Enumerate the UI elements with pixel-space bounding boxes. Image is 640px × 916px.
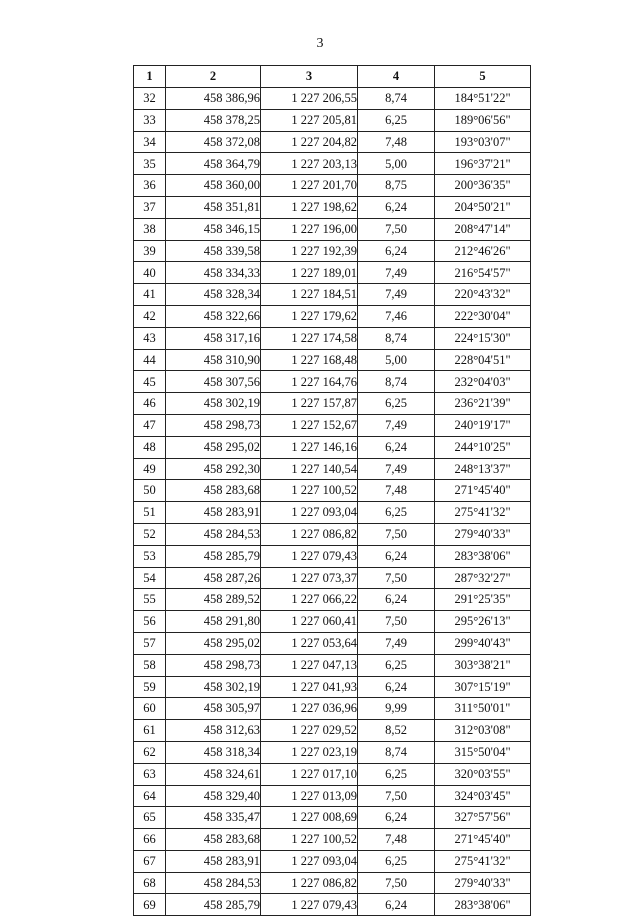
cell-point-number: 53 — [134, 545, 166, 567]
cell-point-number: 36 — [134, 175, 166, 197]
cell-distance: 5,00 — [358, 153, 435, 175]
cell-x-coordinate: 458 372,08 — [166, 131, 261, 153]
cell-direction-angle: 208°47'14" — [435, 218, 531, 240]
cell-direction-angle: 291°25'35" — [435, 589, 531, 611]
cell-x-coordinate: 458 298,73 — [166, 414, 261, 436]
cell-direction-angle: 320°03'55" — [435, 763, 531, 785]
cell-distance: 7,50 — [358, 785, 435, 807]
cell-point-number: 48 — [134, 436, 166, 458]
cell-x-coordinate: 458 285,79 — [166, 894, 261, 916]
cell-direction-angle: 279°40'33" — [435, 523, 531, 545]
table-header-row — [134, 66, 531, 88]
cell-y-coordinate: 1 227 146,16 — [261, 436, 358, 458]
cell-direction-angle: 327°57'56" — [435, 807, 531, 829]
cell-y-coordinate: 1 227 029,52 — [261, 720, 358, 742]
cell-direction-angle: 275°41'32" — [435, 502, 531, 524]
cell-distance: 8,74 — [358, 88, 435, 110]
cell-point-number: 38 — [134, 218, 166, 240]
cell-direction-angle: 228°04'51" — [435, 349, 531, 371]
cell-distance: 7,49 — [358, 414, 435, 436]
table-row — [134, 327, 531, 349]
cell-y-coordinate: 1 227 023,19 — [261, 741, 358, 763]
cell-distance: 6,24 — [358, 807, 435, 829]
cell-y-coordinate: 1 227 140,54 — [261, 458, 358, 480]
cell-y-coordinate: 1 227 198,62 — [261, 196, 358, 218]
cell-direction-angle: 204°50'21" — [435, 196, 531, 218]
cell-direction-angle: 222°30'04" — [435, 305, 531, 327]
cell-point-number: 52 — [134, 523, 166, 545]
cell-x-coordinate: 458 295,02 — [166, 632, 261, 654]
table-row — [134, 545, 531, 567]
cell-y-coordinate: 1 227 073,37 — [261, 567, 358, 589]
cell-y-coordinate: 1 227 079,43 — [261, 545, 358, 567]
cell-y-coordinate: 1 227 060,41 — [261, 611, 358, 633]
cell-direction-angle: 212°46'26" — [435, 240, 531, 262]
cell-point-number: 57 — [134, 632, 166, 654]
cell-distance: 7,50 — [358, 611, 435, 633]
cell-x-coordinate: 458 312,63 — [166, 720, 261, 742]
cell-distance: 7,48 — [358, 480, 435, 502]
cell-y-coordinate: 1 227 093,04 — [261, 850, 358, 872]
cell-distance: 6,24 — [358, 196, 435, 218]
cell-direction-angle: 220°43'32" — [435, 284, 531, 306]
table-row — [134, 502, 531, 524]
table-row — [134, 262, 531, 284]
coordinates-table — [133, 65, 531, 916]
cell-point-number: 69 — [134, 894, 166, 916]
cell-y-coordinate: 1 227 053,64 — [261, 632, 358, 654]
cell-distance: 7,50 — [358, 218, 435, 240]
cell-direction-angle: 283°38'06" — [435, 894, 531, 916]
cell-x-coordinate: 458 324,61 — [166, 763, 261, 785]
cell-point-number: 33 — [134, 109, 166, 131]
table-row — [134, 196, 531, 218]
table-row — [134, 240, 531, 262]
cell-point-number: 42 — [134, 305, 166, 327]
table-row — [134, 589, 531, 611]
cell-y-coordinate: 1 227 157,87 — [261, 393, 358, 415]
table-row — [134, 349, 531, 371]
cell-y-coordinate: 1 227 093,04 — [261, 502, 358, 524]
table-row — [134, 567, 531, 589]
table-row — [134, 523, 531, 545]
table-row — [134, 153, 531, 175]
cell-y-coordinate: 1 227 205,81 — [261, 109, 358, 131]
cell-distance: 6,25 — [358, 393, 435, 415]
table-row — [134, 131, 531, 153]
cell-direction-angle: 324°03'45" — [435, 785, 531, 807]
cell-y-coordinate: 1 227 008,69 — [261, 807, 358, 829]
cell-distance: 7,50 — [358, 872, 435, 894]
cell-y-coordinate: 1 227 066,22 — [261, 589, 358, 611]
cell-x-coordinate: 458 284,53 — [166, 872, 261, 894]
cell-point-number: 32 — [134, 88, 166, 110]
column-header-angle: 5 — [435, 66, 531, 88]
cell-x-coordinate: 458 364,79 — [166, 153, 261, 175]
cell-y-coordinate: 1 227 184,51 — [261, 284, 358, 306]
cell-point-number: 56 — [134, 611, 166, 633]
table-row — [134, 807, 531, 829]
cell-point-number: 65 — [134, 807, 166, 829]
cell-distance: 6,24 — [358, 589, 435, 611]
cell-point-number: 55 — [134, 589, 166, 611]
cell-y-coordinate: 1 227 041,93 — [261, 676, 358, 698]
cell-y-coordinate: 1 227 201,70 — [261, 175, 358, 197]
cell-direction-angle: 303°38'21" — [435, 654, 531, 676]
cell-x-coordinate: 458 335,47 — [166, 807, 261, 829]
cell-x-coordinate: 458 302,19 — [166, 676, 261, 698]
cell-x-coordinate: 458 289,52 — [166, 589, 261, 611]
cell-direction-angle: 271°45'40" — [435, 480, 531, 502]
cell-direction-angle: 295°26'13" — [435, 611, 531, 633]
cell-y-coordinate: 1 227 192,39 — [261, 240, 358, 262]
cell-distance: 7,48 — [358, 829, 435, 851]
cell-x-coordinate: 458 283,91 — [166, 850, 261, 872]
cell-distance: 6,24 — [358, 436, 435, 458]
cell-y-coordinate: 1 227 206,55 — [261, 88, 358, 110]
column-header-x: 2 — [166, 66, 261, 88]
cell-point-number: 35 — [134, 153, 166, 175]
cell-point-number: 40 — [134, 262, 166, 284]
table-row — [134, 632, 531, 654]
cell-y-coordinate: 1 227 036,96 — [261, 698, 358, 720]
cell-distance: 7,49 — [358, 284, 435, 306]
cell-y-coordinate: 1 227 164,76 — [261, 371, 358, 393]
cell-distance: 6,25 — [358, 850, 435, 872]
cell-x-coordinate: 458 386,96 — [166, 88, 261, 110]
cell-point-number: 41 — [134, 284, 166, 306]
cell-distance: 8,75 — [358, 175, 435, 197]
cell-point-number: 49 — [134, 458, 166, 480]
cell-point-number: 58 — [134, 654, 166, 676]
cell-distance: 9,99 — [358, 698, 435, 720]
cell-distance: 6,24 — [358, 545, 435, 567]
column-header-y: 3 — [261, 66, 358, 88]
cell-point-number: 64 — [134, 785, 166, 807]
table-row — [134, 414, 531, 436]
cell-direction-angle: 283°38'06" — [435, 545, 531, 567]
cell-point-number: 67 — [134, 850, 166, 872]
cell-x-coordinate: 458 310,90 — [166, 349, 261, 371]
table-row — [134, 393, 531, 415]
column-header-distance: 4 — [358, 66, 435, 88]
cell-direction-angle: 275°41'32" — [435, 850, 531, 872]
cell-x-coordinate: 458 305,97 — [166, 698, 261, 720]
cell-x-coordinate: 458 295,02 — [166, 436, 261, 458]
cell-point-number: 50 — [134, 480, 166, 502]
table-row — [134, 480, 531, 502]
cell-x-coordinate: 458 283,68 — [166, 480, 261, 502]
cell-direction-angle: 193°03'07" — [435, 131, 531, 153]
cell-distance: 7,49 — [358, 262, 435, 284]
cell-y-coordinate: 1 227 100,52 — [261, 480, 358, 502]
cell-x-coordinate: 458 317,16 — [166, 327, 261, 349]
cell-distance: 8,52 — [358, 720, 435, 742]
cell-x-coordinate: 458 292,30 — [166, 458, 261, 480]
cell-x-coordinate: 458 328,34 — [166, 284, 261, 306]
cell-y-coordinate: 1 227 204,82 — [261, 131, 358, 153]
cell-y-coordinate: 1 227 086,82 — [261, 523, 358, 545]
cell-distance: 6,24 — [358, 240, 435, 262]
cell-y-coordinate: 1 227 079,43 — [261, 894, 358, 916]
cell-x-coordinate: 458 291,80 — [166, 611, 261, 633]
cell-x-coordinate: 458 339,58 — [166, 240, 261, 262]
table-row — [134, 676, 531, 698]
cell-direction-angle: 196°37'21" — [435, 153, 531, 175]
cell-distance: 7,50 — [358, 567, 435, 589]
cell-distance: 6,25 — [358, 654, 435, 676]
cell-x-coordinate: 458 351,81 — [166, 196, 261, 218]
cell-y-coordinate: 1 227 047,13 — [261, 654, 358, 676]
cell-direction-angle: 240°19'17" — [435, 414, 531, 436]
cell-direction-angle: 315°50'04" — [435, 741, 531, 763]
cell-distance: 8,74 — [358, 371, 435, 393]
cell-distance: 6,25 — [358, 109, 435, 131]
cell-distance: 7,50 — [358, 523, 435, 545]
cell-x-coordinate: 458 285,79 — [166, 545, 261, 567]
cell-distance: 5,00 — [358, 349, 435, 371]
cell-x-coordinate: 458 378,25 — [166, 109, 261, 131]
cell-direction-angle: 311°50'01" — [435, 698, 531, 720]
cell-point-number: 43 — [134, 327, 166, 349]
cell-y-coordinate: 1 227 168,48 — [261, 349, 358, 371]
cell-x-coordinate: 458 283,68 — [166, 829, 261, 851]
cell-x-coordinate: 458 283,91 — [166, 502, 261, 524]
cell-y-coordinate: 1 227 017,10 — [261, 763, 358, 785]
cell-point-number: 44 — [134, 349, 166, 371]
table-row — [134, 371, 531, 393]
table-row — [134, 872, 531, 894]
cell-distance: 7,48 — [358, 131, 435, 153]
cell-point-number: 61 — [134, 720, 166, 742]
table-row — [134, 654, 531, 676]
cell-y-coordinate: 1 227 179,62 — [261, 305, 358, 327]
table-row — [134, 763, 531, 785]
cell-distance: 7,46 — [358, 305, 435, 327]
table-row — [134, 785, 531, 807]
table-row — [134, 305, 531, 327]
cell-y-coordinate: 1 227 152,67 — [261, 414, 358, 436]
cell-point-number: 60 — [134, 698, 166, 720]
table-row — [134, 88, 531, 110]
cell-point-number: 37 — [134, 196, 166, 218]
cell-point-number: 47 — [134, 414, 166, 436]
cell-direction-angle: 312°03'08" — [435, 720, 531, 742]
cell-y-coordinate: 1 227 100,52 — [261, 829, 358, 851]
cell-x-coordinate: 458 287,26 — [166, 567, 261, 589]
cell-point-number: 54 — [134, 567, 166, 589]
table-row — [134, 741, 531, 763]
table-row — [134, 698, 531, 720]
cell-x-coordinate: 458 329,40 — [166, 785, 261, 807]
cell-y-coordinate: 1 227 203,13 — [261, 153, 358, 175]
cell-distance: 7,49 — [358, 632, 435, 654]
cell-x-coordinate: 458 322,66 — [166, 305, 261, 327]
cell-y-coordinate: 1 227 174,58 — [261, 327, 358, 349]
cell-distance: 6,24 — [358, 676, 435, 698]
cell-y-coordinate: 1 227 196,00 — [261, 218, 358, 240]
table-row — [134, 458, 531, 480]
table-body — [134, 88, 531, 916]
cell-x-coordinate: 458 302,19 — [166, 393, 261, 415]
cell-y-coordinate: 1 227 189,01 — [261, 262, 358, 284]
table-row — [134, 850, 531, 872]
table-row — [134, 720, 531, 742]
cell-point-number: 66 — [134, 829, 166, 851]
cell-x-coordinate: 458 318,34 — [166, 741, 261, 763]
page-number: 3 — [316, 36, 324, 51]
cell-direction-angle: 307°15'19" — [435, 676, 531, 698]
cell-x-coordinate: 458 346,15 — [166, 218, 261, 240]
cell-point-number: 46 — [134, 393, 166, 415]
cell-direction-angle: 299°40'43" — [435, 632, 531, 654]
cell-direction-angle: 216°54'57" — [435, 262, 531, 284]
cell-y-coordinate: 1 227 086,82 — [261, 872, 358, 894]
cell-direction-angle: 184°51'22" — [435, 88, 531, 110]
cell-direction-angle: 248°13'37" — [435, 458, 531, 480]
cell-direction-angle: 189°06'56" — [435, 109, 531, 131]
cell-y-coordinate: 1 227 013,09 — [261, 785, 358, 807]
cell-distance: 6,24 — [358, 894, 435, 916]
cell-direction-angle: 279°40'33" — [435, 872, 531, 894]
cell-direction-angle: 244°10'25" — [435, 436, 531, 458]
cell-x-coordinate: 458 307,56 — [166, 371, 261, 393]
cell-direction-angle: 200°36'35" — [435, 175, 531, 197]
cell-x-coordinate: 458 334,33 — [166, 262, 261, 284]
cell-distance: 8,74 — [358, 327, 435, 349]
cell-direction-angle: 287°32'27" — [435, 567, 531, 589]
cell-distance: 6,25 — [358, 502, 435, 524]
cell-point-number: 51 — [134, 502, 166, 524]
table-row — [134, 829, 531, 851]
cell-distance: 6,25 — [358, 763, 435, 785]
cell-x-coordinate: 458 360,00 — [166, 175, 261, 197]
table-row — [134, 284, 531, 306]
table-row — [134, 218, 531, 240]
column-header-point: 1 — [134, 66, 166, 88]
cell-point-number: 59 — [134, 676, 166, 698]
cell-point-number: 45 — [134, 371, 166, 393]
table-row — [134, 109, 531, 131]
cell-point-number: 68 — [134, 872, 166, 894]
cell-direction-angle: 232°04'03" — [435, 371, 531, 393]
table-row — [134, 436, 531, 458]
table-row — [134, 611, 531, 633]
table-row — [134, 175, 531, 197]
cell-point-number: 63 — [134, 763, 166, 785]
cell-direction-angle: 236°21'39" — [435, 393, 531, 415]
cell-point-number: 62 — [134, 741, 166, 763]
cell-point-number: 39 — [134, 240, 166, 262]
cell-direction-angle: 224°15'30" — [435, 327, 531, 349]
cell-distance: 8,74 — [358, 741, 435, 763]
cell-distance: 7,49 — [358, 458, 435, 480]
cell-point-number: 34 — [134, 131, 166, 153]
cell-x-coordinate: 458 298,73 — [166, 654, 261, 676]
cell-x-coordinate: 458 284,53 — [166, 523, 261, 545]
cell-direction-angle: 271°45'40" — [435, 829, 531, 851]
